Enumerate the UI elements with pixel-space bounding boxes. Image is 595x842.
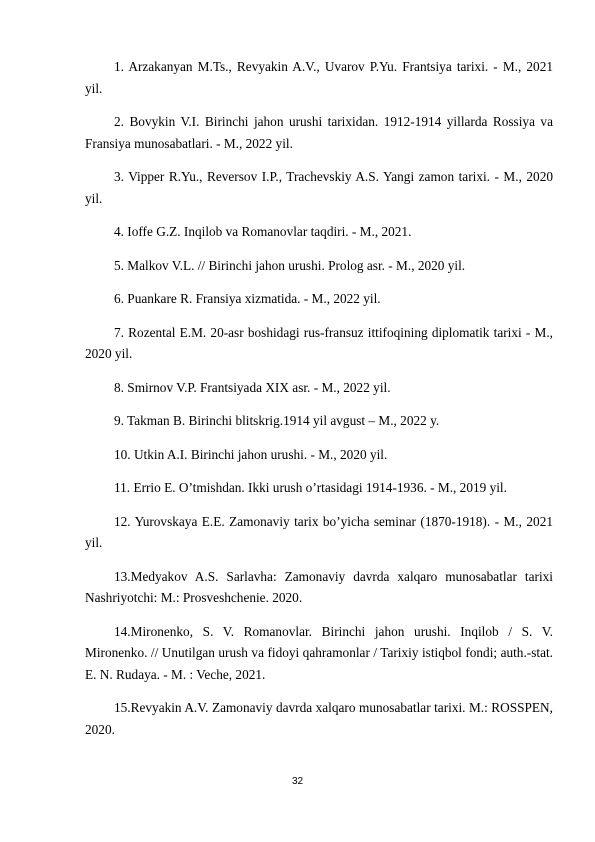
- reference-item-1: 1. Arzakanyan M.Ts., Revyakin A.V., Uvarov P.Yu. Frantsiya tarixi. - M., 2021 yil.: [85, 59, 553, 96]
- reference-list: [85, 56, 553, 752]
- reference-item-13: 13.Medyakov A.S. Sarlavha: Zamonaviy davrda xalqaro munosabatlar tarixi Nashriyotchi: M.: Prosveshchenie. 2020.: [85, 568, 553, 605]
- reference-item-8: 8. Smirnov V.P. Frantsiyada XIX asr. - M., 2022 yil.: [114, 379, 391, 395]
- reference-item-6: 6. Puankare R. Fransiya xizmatida. - M., 2022 yil.: [114, 291, 381, 306]
- reference-item-15: 15.Revyakin A.V. Zamonaviy davrda xalqaro munosabatlar tarixi. M.: ROSSPEN, 2020.: [85, 700, 553, 737]
- reference-item-9: 9. Takman B. Birinchi blitskrig.1914 yil avgust – M., 2022 y.: [114, 413, 440, 428]
- reference-item-10: 10. Utkin A.I. Birinchi jahon urushi. - M., 2020 yil.: [114, 446, 388, 462]
- reference-item-3: 3. Vipper R.Yu., Reversov I.P., Trachevskiy A.S. Yangi zamon tarixi. - M., 2020 yil.: [85, 169, 553, 206]
- reference-item-14: 14.Mironenko, S. V. Romanovlar. Birinchi jahon urushi. Inqilob / S. V. Mironenko. // Unutilgan urush va fidoyi qahramonlar / Tarixiy istiqbol fondi; auth.-stat. E. N. Rudaya. - M. : Veche, 2021.: [85, 623, 553, 682]
- page-number: 32: [291, 776, 304, 787]
- reference-item-12: 12. Yurovskaya E.E. Zamonaviy tarix bo’yicha seminar (1870-1918). - M., 2021 yil.: [85, 513, 553, 550]
- reference-item-7: 7. Rozental E.M. 20-asr boshidagi rus-fransuz ittifoqining diplomatik tarixi - M., 2020 yil.: [85, 324, 553, 361]
- reference-item-4: 4. Ioffe G.Z. Inqilob va Romanovlar taqdiri. - M., 2021.: [114, 224, 412, 239]
- reference-item-11: 11. Errio E. O’tmishdan. Ikki urush o’rtasidagi 1914-1936. - M., 2019 yil.: [114, 480, 507, 495]
- reference-item-5: 5. Malkov V.L. // Birinchi jahon urushi. Prolog asr. - M., 2020 yil.: [114, 257, 466, 273]
- reference-item-2: 2. Bovykin V.I. Birinchi jahon urushi tarixidan. 1912-1914 yillarda Rossiya va Fransiya munosabatlari. - M., 2022 yil.: [85, 114, 553, 151]
